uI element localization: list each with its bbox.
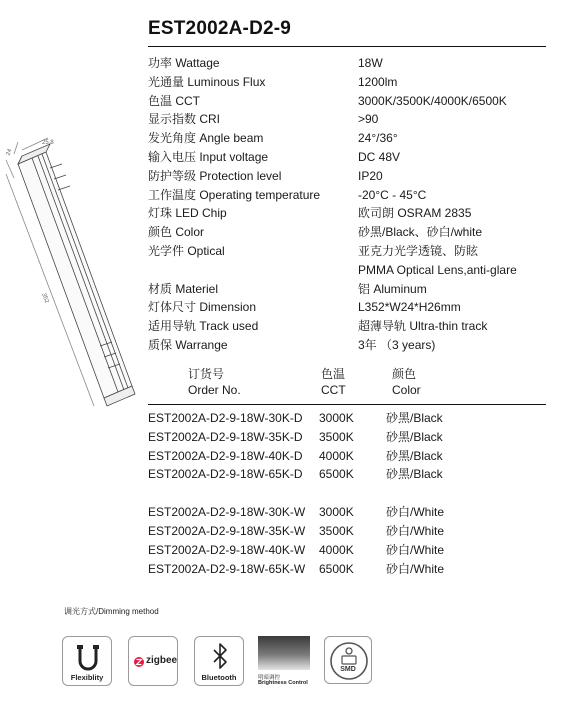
spec-row (148, 186, 548, 205)
spec-row (148, 280, 548, 299)
spec-row (148, 204, 548, 223)
order-number: EST2002A-D2-9-18W-65K-D (148, 467, 303, 482)
spec-label: 质保 Warrange (148, 337, 228, 352)
spec-label: 适用导轨 Track used (148, 319, 259, 334)
spec-value: 1200lm (358, 74, 398, 89)
order-number: EST2002A-D2-9-18W-30K-W (148, 505, 306, 520)
order-color: 砂黑/Black (386, 467, 443, 482)
cct-header (321, 366, 346, 398)
order-number: EST2002A-D2-9-18W-40K-W (148, 542, 306, 557)
order-cct: 6500K (319, 467, 354, 482)
color-header (392, 366, 421, 398)
order-table (148, 409, 546, 578)
brightness-label-cn: 明暗调控 (258, 675, 281, 681)
product-title: EST2002A-D2-9 (148, 18, 292, 39)
order-cct: 3500K (319, 523, 354, 538)
spec-row (148, 148, 548, 167)
order-cct: 4000K (319, 448, 354, 463)
order-cct: 3500K (319, 429, 354, 444)
spec-row (148, 167, 548, 186)
spec-row (148, 261, 548, 280)
order-color: 砂黑/Black (386, 411, 443, 425)
spec-label: 发光角度 Angle beam (148, 131, 264, 146)
dimming-method-label: 调光方式/Dimming method (64, 607, 159, 616)
order-table-divider (148, 404, 546, 405)
smd-badge (324, 636, 372, 684)
spec-row (148, 336, 548, 355)
order-number: EST2002A-D2-9-18W-30K-D (148, 411, 303, 425)
spec-label: 材质 Materiel (148, 281, 219, 296)
spec-label: 光通量 Luminous Flux (148, 74, 266, 89)
smd-label: SMD (340, 666, 356, 673)
spec-label: 输入电压 Input voltage (148, 149, 269, 164)
title-divider (148, 46, 546, 47)
spec-label: 灯珠 LED Chip (148, 206, 227, 221)
order-number: EST2002A-D2-9-18W-40K-D (148, 448, 303, 463)
order-table-header (148, 366, 546, 404)
brightness-gradient (258, 636, 310, 670)
order-number: EST2002A-D2-9-18W-35K-W (148, 523, 306, 538)
product-drawing (2, 124, 142, 414)
brightness-control-badge (258, 636, 310, 688)
color-header-cn: 颜色 (392, 367, 417, 381)
flexibility-badge (62, 636, 112, 686)
dimension-length: 352 (40, 292, 50, 305)
order-cct: 3000K (319, 411, 354, 425)
table-row (148, 522, 546, 541)
spec-value: DC 48V (358, 149, 401, 164)
spec-value: L352*W24*H26mm (358, 300, 461, 315)
order-no-header-en: Order No. (188, 383, 241, 397)
table-row (148, 541, 546, 560)
order-cct: 6500K (319, 561, 354, 576)
order-cct: 3000K (319, 505, 354, 520)
spec-row (148, 298, 548, 317)
spec-value: 3000K/3500K/4000K/6500K (358, 93, 507, 108)
zigbee-badge (128, 636, 178, 686)
spec-label: 颜色 Color (148, 225, 205, 240)
spec-label: 防护等级 Protection level (148, 168, 282, 183)
spec-label: 光学件 Optical (148, 243, 225, 258)
spec-value: 3年 （3 years) (358, 337, 436, 352)
spec-row (148, 317, 548, 336)
order-no-header-cn: 订货号 (188, 367, 225, 381)
order-color: 砂白/White (386, 542, 445, 557)
color-header-en: Color (392, 383, 421, 397)
spec-value: 超薄导轨 Ultra-thin track (358, 319, 488, 334)
spec-row (148, 73, 548, 92)
spec-value: 铝 Aluminum (358, 281, 427, 296)
spec-label: 色温 CCT (148, 93, 200, 108)
order-color: 砂黑/Black (386, 429, 443, 444)
cct-header-en: CCT (321, 383, 346, 397)
smd-icon (325, 637, 373, 685)
spec-table (148, 54, 548, 355)
table-group-spacer (148, 484, 546, 503)
order-number: EST2002A-D2-9-18W-35K-D (148, 429, 303, 444)
spec-value: 砂黑/Black、砂白/white (358, 225, 483, 240)
spec-row (148, 92, 548, 111)
order-no-header (188, 366, 241, 398)
spec-row (148, 110, 548, 129)
order-color: 砂白/White (386, 505, 445, 520)
spec-row (148, 242, 548, 261)
spec-row (148, 223, 548, 242)
bluetooth-badge (194, 636, 244, 686)
order-color: 砂黑/Black (386, 448, 443, 463)
spec-value: 18W (358, 56, 383, 70)
spec-value: 欧司朗 OSRAM 2835 (358, 206, 472, 221)
flexibility-icon (63, 639, 113, 675)
spec-label: 显示指数 CRI (148, 112, 221, 127)
table-row (148, 409, 546, 428)
spec-row (148, 129, 548, 148)
spec-label: 灯体尺寸 Dimension (148, 300, 257, 315)
flexibility-label: Flexiblity (70, 673, 104, 682)
spec-label: 功率 Wattage (148, 56, 220, 70)
order-number: EST2002A-D2-9-18W-65K-W (148, 561, 306, 576)
table-row (148, 465, 546, 484)
order-color: 砂白/White (386, 561, 445, 576)
spec-value: PMMA Optical Lens,anti-glare (358, 262, 517, 277)
table-row (148, 428, 546, 447)
order-cct: 4000K (319, 542, 354, 557)
dimension-height: 24 (5, 148, 14, 157)
table-row (148, 447, 546, 466)
table-row (148, 560, 546, 579)
order-color: 砂白/White (386, 523, 445, 538)
bluetooth-icon (195, 639, 245, 675)
brightness-label-en: Brightness Control (258, 680, 308, 686)
cct-header-cn: 色温 (321, 367, 346, 381)
spec-value: IP20 (358, 168, 383, 183)
dimension-width: 25.8 (42, 140, 54, 146)
spec-label: 工作温度 Operating temperature (148, 187, 321, 202)
zigbee-label: zigbee (146, 655, 178, 666)
bluetooth-label: Bluetooth (201, 673, 237, 682)
spec-value: >90 (358, 112, 379, 127)
spec-row (148, 54, 548, 73)
table-row (148, 503, 546, 522)
spec-value: 亚克力光学透镜、防眩 (358, 243, 479, 258)
spec-value: -20°C - 45°C (358, 187, 427, 202)
spec-value: 24°/36° (358, 131, 398, 146)
